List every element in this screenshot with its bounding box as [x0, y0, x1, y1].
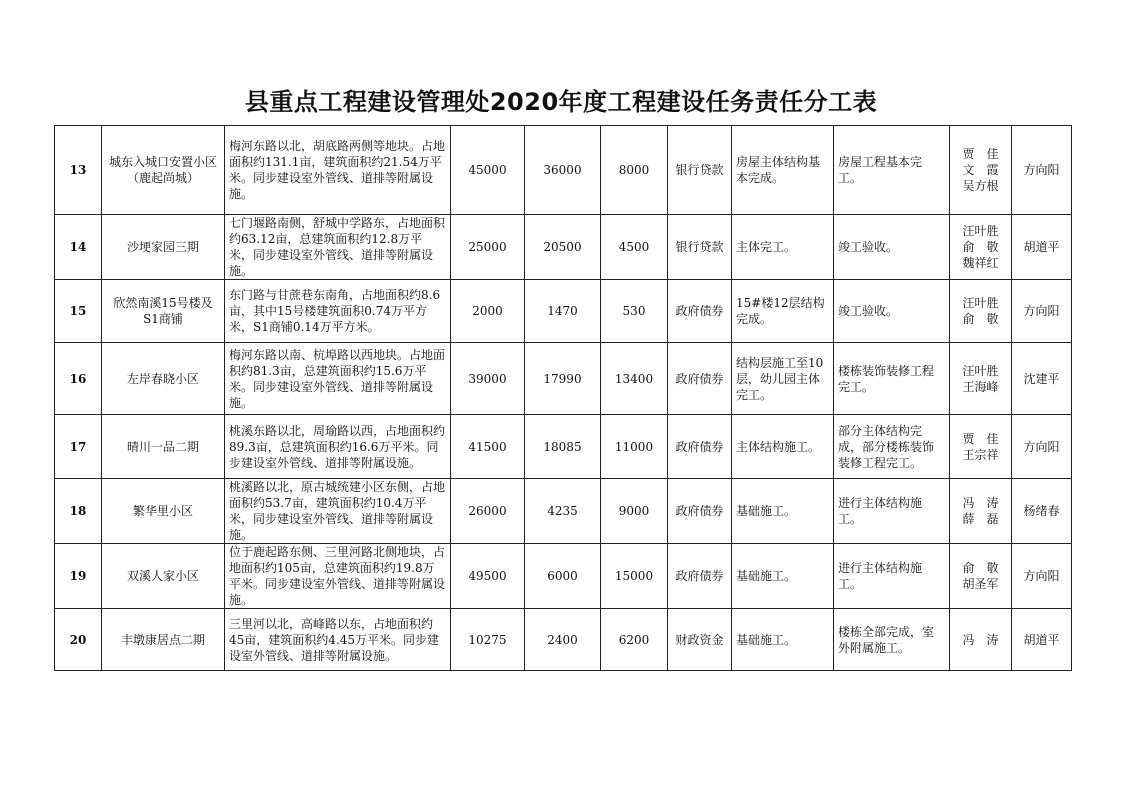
- completed-investment: 2400: [525, 609, 601, 671]
- completed-investment: 1470: [525, 280, 601, 343]
- project-name: 欣然南溪15号楼及S1商铺: [102, 280, 225, 343]
- completed-investment: 4235: [525, 479, 601, 544]
- project-content: 位于鹿起路东侧、三里河路北侧地块，占地面积约105亩，总建筑面积约19.8万平米。同步建设室外管线、道排等附属设施。: [225, 544, 451, 609]
- completed-investment: 36000: [525, 126, 601, 215]
- responsible-leaders: [950, 609, 1012, 671]
- table-row: [55, 280, 1072, 343]
- row-number: 18: [55, 479, 102, 544]
- table-row: [55, 609, 1072, 671]
- row-number: 14: [55, 215, 102, 280]
- responsible-leaders: [950, 544, 1012, 609]
- plan-2020-investment: 6200: [601, 609, 668, 671]
- leader-name: 王宗祥: [962, 447, 999, 462]
- total-investment: 49500: [451, 544, 525, 609]
- project-name: 丰墩康居点二期: [102, 609, 225, 671]
- funding-source: 政府债券: [668, 280, 732, 343]
- leader-name: 贾 佳: [962, 147, 999, 161]
- responsible-leaders: [950, 215, 1012, 280]
- table-row: [55, 479, 1072, 544]
- annual-target: 竣工验收。: [834, 280, 950, 343]
- leader-name: 魏祥红: [962, 256, 999, 270]
- leader-name: 汪叶胜: [962, 296, 999, 310]
- leader-name: 俞 敬: [962, 561, 999, 575]
- responsible-person: 胡道平: [1012, 215, 1072, 280]
- leader-name: 薛 磊: [962, 512, 999, 526]
- table-row: [55, 126, 1072, 215]
- project-content: 梅河东路以北，胡底路两侧等地块。占地面积约131.1亩，建筑面积约21.54万平米。同步建设室外管线、道排等附属设施。: [225, 126, 451, 215]
- leader-name: 冯 涛: [962, 496, 999, 510]
- funding-source: 银行贷款: [668, 215, 732, 280]
- total-investment: 26000: [451, 479, 525, 544]
- responsible-leaders: [950, 280, 1012, 343]
- table-row: [55, 215, 1072, 280]
- project-name: 左岸春晓小区: [102, 343, 225, 415]
- responsible-person: 沈建平: [1012, 343, 1072, 415]
- total-investment: 45000: [451, 126, 525, 215]
- table-row: [55, 415, 1072, 479]
- funding-source: 财政资金: [668, 609, 732, 671]
- responsible-person: 方向阳: [1012, 280, 1072, 343]
- funding-source: 银行贷款: [668, 126, 732, 215]
- current-progress: 主体完工。: [732, 215, 834, 280]
- plan-2020-investment: 11000: [601, 415, 668, 479]
- project-content: 桃溪路以北，原古城统建小区东侧，占地面积约53.7亩，建筑面积约10.4万平米，同步建设室外管线、道排等附属设施。: [225, 479, 451, 544]
- project-name: 繁华里小区: [102, 479, 225, 544]
- row-number: 19: [55, 544, 102, 609]
- current-progress: 基础施工。: [732, 609, 834, 671]
- plan-2020-investment: 13400: [601, 343, 668, 415]
- funding-source: 政府债券: [668, 544, 732, 609]
- current-progress: 结构层施工至10层，幼儿园主体完工。: [732, 343, 834, 415]
- responsible-person: 方向阳: [1012, 415, 1072, 479]
- row-number: 15: [55, 280, 102, 343]
- current-progress: 主体结构施工。: [732, 415, 834, 479]
- page-title: 县重点工程建设管理处2020年度工程建设任务责任分工表: [244, 88, 878, 116]
- annual-target: 进行主体结构施工。: [834, 479, 950, 544]
- task-table: [54, 125, 1072, 671]
- project-name: 沙埂家园三期: [102, 215, 225, 280]
- annual-target: 部分主体结构完成，部分楼栋装饰装修工程完工。: [834, 415, 950, 479]
- leader-name: 俞 敬: [962, 312, 999, 326]
- plan-2020-investment: 530: [601, 280, 668, 343]
- annual-target: 进行主体结构施工。: [834, 544, 950, 609]
- annual-target: 楼栋全部完成，室外附属施工。: [834, 609, 950, 671]
- responsible-person: 杨绪春: [1012, 479, 1072, 544]
- current-progress: 基础施工。: [732, 479, 834, 544]
- leader-name: 吴方根: [962, 179, 999, 193]
- completed-investment: 18085: [525, 415, 601, 479]
- plan-2020-investment: 4500: [601, 215, 668, 280]
- responsible-leaders: [950, 343, 1012, 415]
- row-number: 17: [55, 415, 102, 479]
- project-name: 双溪人家小区: [102, 544, 225, 609]
- total-investment: 41500: [451, 415, 525, 479]
- total-investment: 10275: [451, 609, 525, 671]
- project-content: 七门堰路南侧，舒城中学路东，占地面积约63.12亩，总建筑面积约12.8万平米，同步建设室外管线、道排等附属设施。: [225, 215, 451, 280]
- responsible-person: 方向阳: [1012, 544, 1072, 609]
- funding-source: 政府债券: [668, 479, 732, 544]
- current-progress: 基础施工。: [732, 544, 834, 609]
- total-investment: 2000: [451, 280, 525, 343]
- funding-source: 政府债券: [668, 415, 732, 479]
- annual-target: 房屋工程基本完工。: [834, 126, 950, 215]
- plan-2020-investment: 15000: [601, 544, 668, 609]
- project-content: 三里河以北，高峰路以东，占地面积约45亩，建筑面积约4.45万平米。同步建设室外管线、道排等附属设施。: [225, 609, 451, 671]
- table-row: [55, 343, 1072, 415]
- funding-source: 政府债券: [668, 343, 732, 415]
- table-row: [55, 544, 1072, 609]
- row-number: 20: [55, 609, 102, 671]
- annual-target: 楼栋装饰装修工程完工。: [834, 343, 950, 415]
- leader-name: 文 霞: [962, 163, 999, 177]
- leader-name: 汪叶胜: [962, 363, 999, 378]
- project-name: 城东入城口安置小区（鹿起尚城）: [102, 126, 225, 215]
- leader-name: 俞 敬: [962, 240, 999, 254]
- plan-2020-investment: 8000: [601, 126, 668, 215]
- project-content: 梅河东路以南、杭埠路以西地块。占地面积约81.3亩，总建筑面积约15.6万平米。同步建设室外管线、道排等附属设施。: [225, 343, 451, 415]
- responsible-person: 胡道平: [1012, 609, 1072, 671]
- table-body: [55, 126, 1072, 671]
- leader-name: 贾 佳: [962, 431, 999, 446]
- annual-target: 竣工验收。: [834, 215, 950, 280]
- responsible-leaders: [950, 126, 1012, 215]
- project-name: 晴川一品二期: [102, 415, 225, 479]
- completed-investment: 20500: [525, 215, 601, 280]
- project-content: 东门路与甘蔗巷东南角，占地面积约8.6亩，其中15号楼建筑面积0.74万平方米，S1商铺0.14万平方米。: [225, 280, 451, 343]
- responsible-leaders: [950, 415, 1012, 479]
- responsible-leaders: [950, 479, 1012, 544]
- leader-name: 汪叶胜: [962, 224, 999, 238]
- plan-2020-investment: 9000: [601, 479, 668, 544]
- total-investment: 25000: [451, 215, 525, 280]
- current-progress: 房屋主体结构基本完成。: [732, 126, 834, 215]
- completed-investment: 17990: [525, 343, 601, 415]
- total-investment: 39000: [451, 343, 525, 415]
- row-number: 13: [55, 126, 102, 215]
- row-number: 16: [55, 343, 102, 415]
- leader-name: 王海峰: [962, 379, 999, 394]
- project-content: 桃溪东路以北，周瑜路以西，占地面积约89.3亩，总建筑面积约16.6万平米。同步建设室外管线、道排等附属设施。: [225, 415, 451, 479]
- completed-investment: 6000: [525, 544, 601, 609]
- current-progress: 15#楼12层结构完成。: [732, 280, 834, 343]
- responsible-person: 方向阳: [1012, 126, 1072, 215]
- leader-name: 胡圣军: [962, 577, 999, 591]
- leader-name: 冯 涛: [962, 632, 999, 647]
